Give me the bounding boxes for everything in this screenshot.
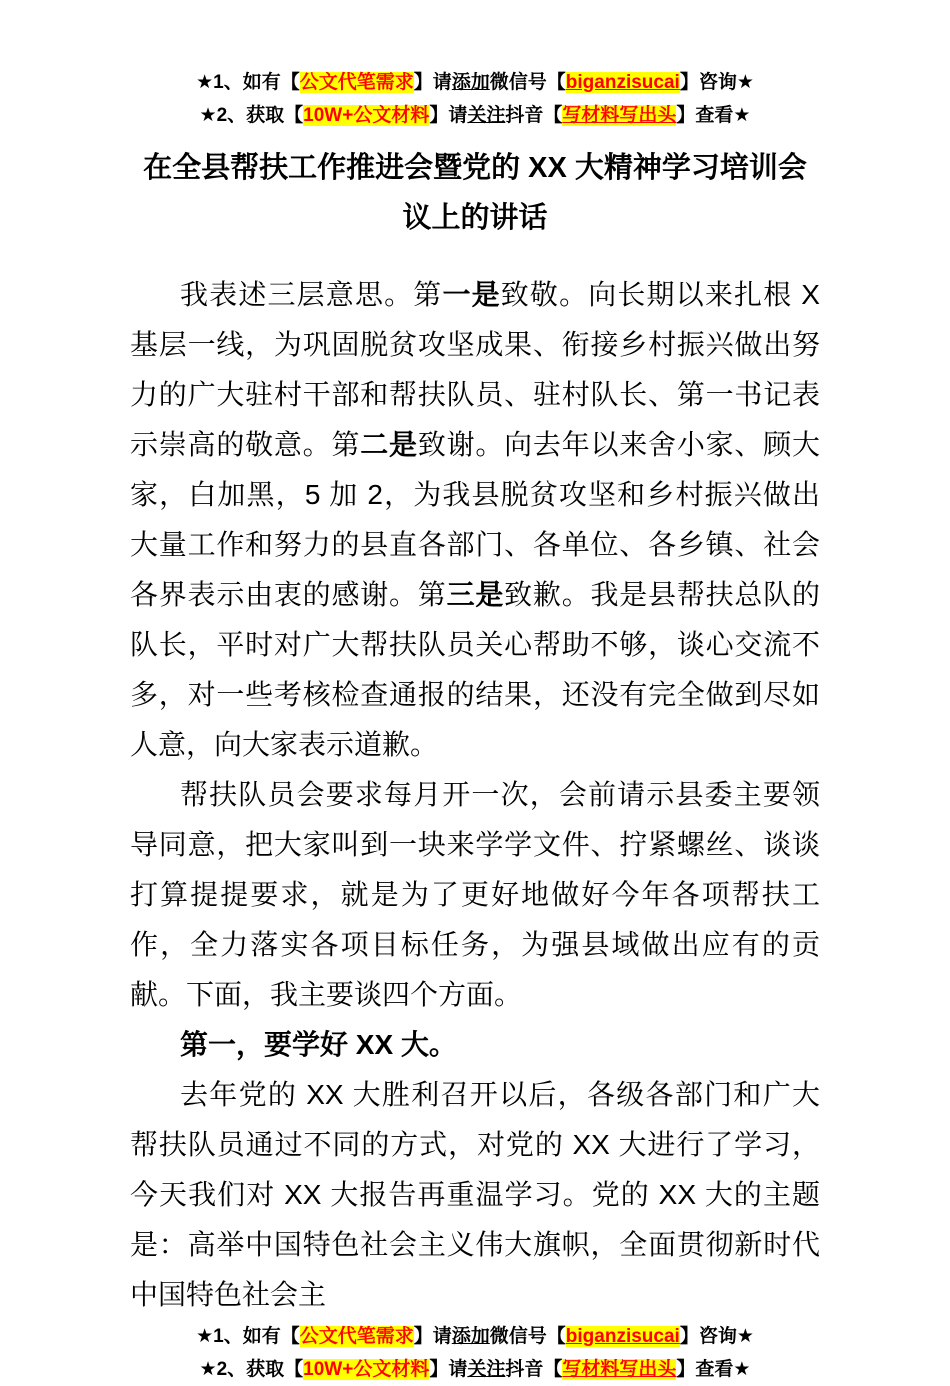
notice2-suffix: 】查看★ <box>676 105 751 126</box>
footer1-mid1: 】请 <box>413 1326 452 1347</box>
notice1-mid2: 微信号【 <box>489 72 566 93</box>
footer2-mid1: 】请 <box>429 1359 468 1380</box>
paragraph-meeting-purpose: 帮扶队员会要求每月开一次，会前请示县委主要领导同意，把大家叫到一块来学学文件、拧紧螺丝、谈谈打算提提要求，就是为了更好地做好今年各项帮扶工作，全力落实各项目标任务，为强县域做出应有的贡献。下面，我主要谈四个方面。 <box>130 779 820 1010</box>
footer1-suffix: 】咨询★ <box>679 1326 754 1347</box>
p1-bold-first: 一是 <box>442 279 501 310</box>
section-heading-first: 第一，要学好 XX 大。 <box>180 1029 457 1060</box>
footer-notice <box>130 1320 820 1386</box>
paragraph-intro <box>130 270 820 770</box>
notice2-underline-follow: 关注 <box>467 105 506 126</box>
notice2-douyin-id: 写材料写出头 <box>562 105 677 126</box>
footer1-prefix: ★1、如有【 <box>196 1326 300 1347</box>
notice2-prefix: ★2、获取【 <box>199 105 304 126</box>
footer2-douyin-id: 写材料写出头 <box>562 1359 677 1380</box>
p1-text-1: 我表述三层意思。第 <box>180 279 443 310</box>
notice1-suffix: 】咨询★ <box>679 72 754 93</box>
paragraph-study: 去年党的 XX 大胜利召开以后，各级各部门和广大帮扶队员通过不同的方式，对党的 XX 大进行了学习，今天我们对 XX 大报告再重温学习。党的 XX 大的主题是：高举中国特色社会主义伟大旗帜，全面贯彻新时代中国特色社会主 <box>130 1079 820 1310</box>
footer-notice-line-1 <box>130 1320 820 1353</box>
notice-line-1 <box>130 66 820 99</box>
notice1-highlight-service: 公文代笔需求 <box>299 72 414 93</box>
p1-bold-second: 二是 <box>360 429 418 460</box>
p1-text-4: 致歉。我是县帮扶总队的队长，平时对广大帮扶队员关心帮助不够，谈心交流不多，对一些考核检查通报的结果，还没有完全做到尽如人意，向大家表示道歉。 <box>130 579 820 760</box>
notice-line-2 <box>130 99 820 132</box>
footer2-underline-follow: 关注 <box>467 1359 506 1380</box>
notice2-mid1: 】请 <box>429 105 468 126</box>
footer1-underline-add: 添加 <box>451 1326 490 1347</box>
footer-notice-line-2 <box>130 1353 820 1386</box>
footer2-mid2: 抖音【 <box>505 1359 563 1380</box>
notice1-prefix: ★1、如有【 <box>196 72 300 93</box>
notice1-underline-add: 添加 <box>451 72 490 93</box>
footer2-highlight-materials: 10W+公文材料 <box>303 1359 430 1380</box>
footer2-suffix: 】查看★ <box>676 1359 751 1380</box>
notice1-wechat-id: biganzisucai <box>565 72 680 93</box>
notice2-highlight-materials: 10W+公文材料 <box>303 105 430 126</box>
header-notice <box>130 66 820 132</box>
document-title: 在全县帮扶工作推进会暨党的 XX 大精神学习培训会议上的讲话 <box>143 152 807 234</box>
p1-text-3: 致谢。向去年以来舍小家、顾大家，白加黑，5 加 2，为我县脱贫攻坚和乡村振兴做出大量工作和努力的县直各部门、各单位、各乡镇、社会各界表示由衷的感谢。第 <box>130 429 820 610</box>
footer1-wechat-id: biganzisucai <box>565 1326 680 1347</box>
p1-text-2: 致敬。向长期以来扎根 X 基层一线，为巩固脱贫攻坚成果、衔接乡村振兴做出努力的广大驻村干部和帮扶队员、驻村队长、第一书记表示崇高的敬意。第 <box>130 279 820 460</box>
footer1-highlight-service: 公文代笔需求 <box>299 1326 414 1347</box>
p1-bold-third: 三是 <box>446 579 505 610</box>
footer2-prefix: ★2、获取【 <box>199 1359 304 1380</box>
document-body <box>130 270 820 1320</box>
footer1-mid2: 微信号【 <box>489 1326 566 1347</box>
notice2-mid2: 抖音【 <box>505 105 563 126</box>
notice1-mid1: 】请 <box>413 72 452 93</box>
